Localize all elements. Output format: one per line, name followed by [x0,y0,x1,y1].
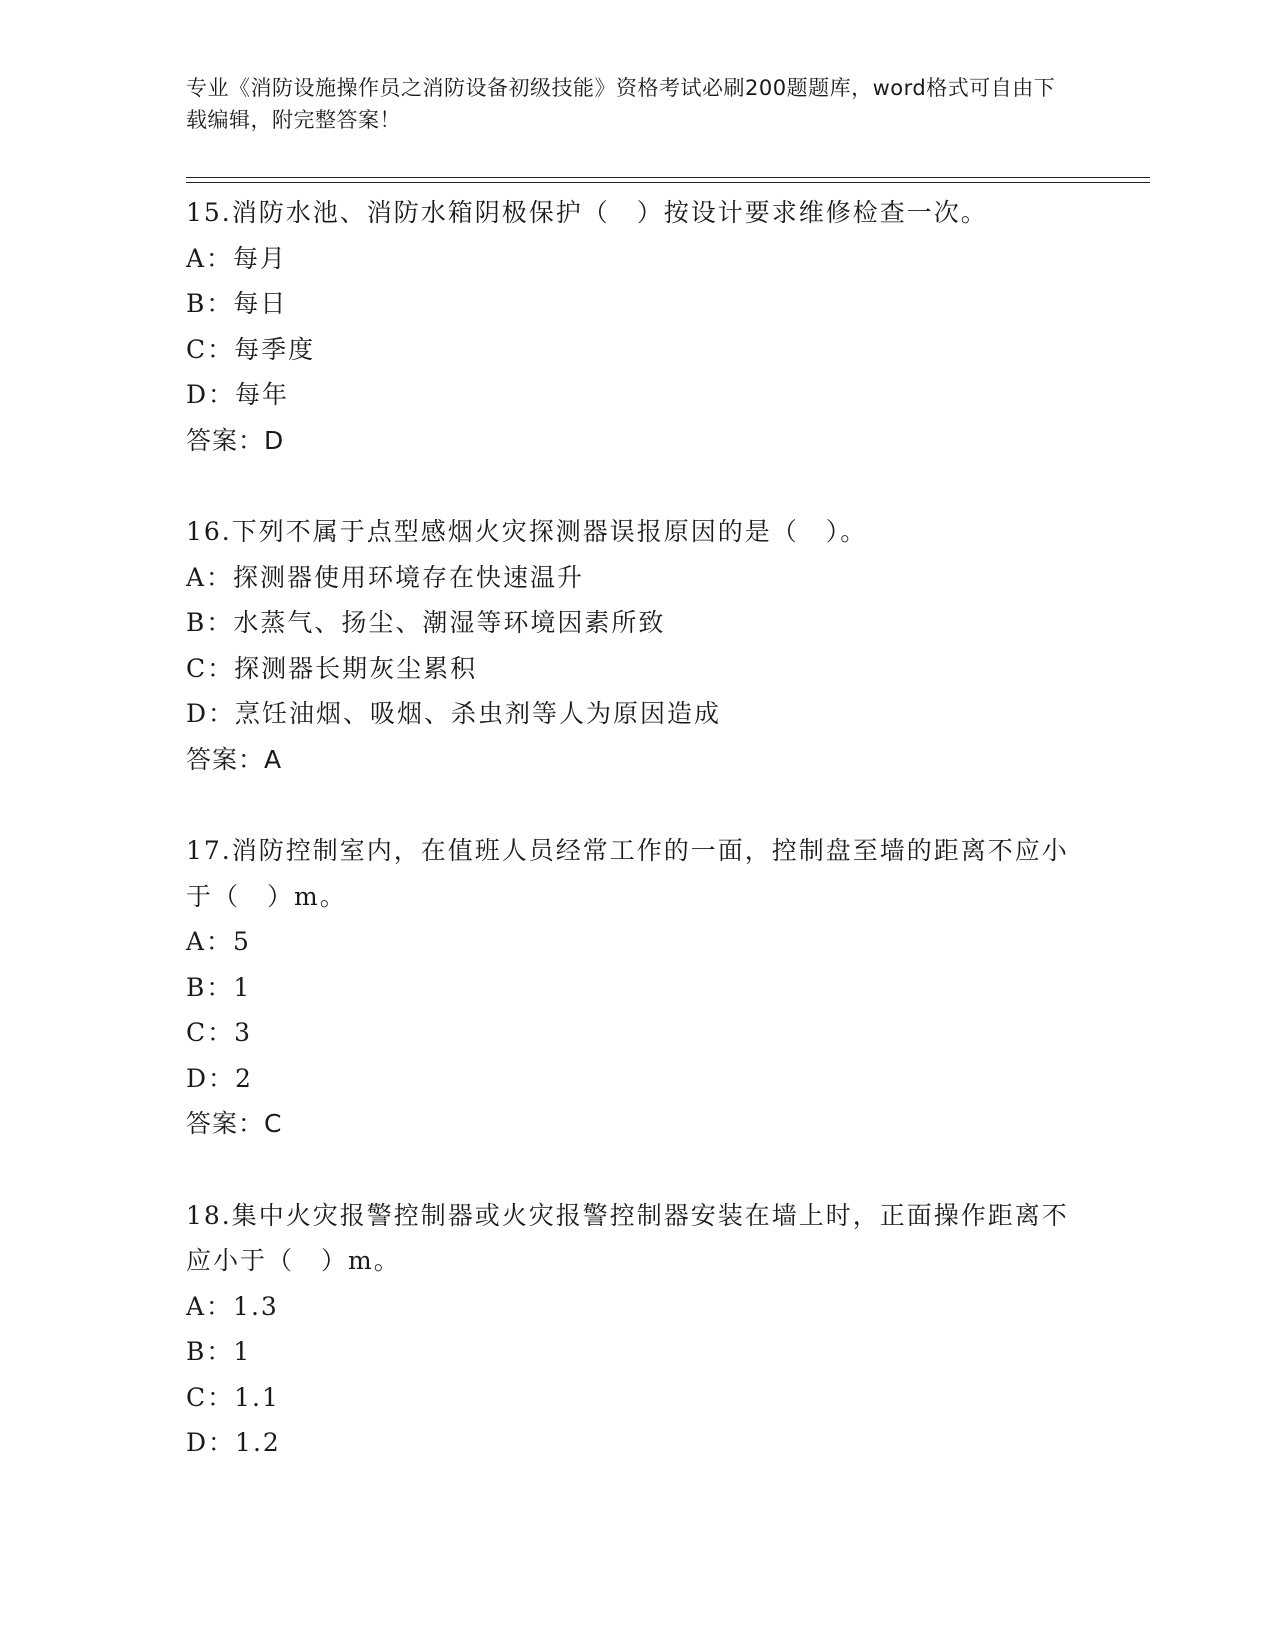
option-a: A：每月 [186,243,288,273]
answer-line: 答案：D [186,425,285,455]
option-a: A：5 [186,927,251,956]
question-17 [186,828,1086,1147]
option-b: B：1 [186,972,252,1002]
answer-line: 答案：A [186,744,283,774]
question-stem: 16.下列不属于点型感烟火灾探测器误报原因的是（ ）。 [186,517,868,546]
question-15 [186,190,1086,463]
question-16 [186,509,1086,782]
header-divider-top [186,177,1150,178]
option-d: D：每年 [186,380,290,409]
option-c: C：探测器长期灰尘累积 [186,653,478,683]
question-list [186,190,1086,1512]
question-18 [186,1193,1086,1466]
option-a: A：1.3 [186,1291,279,1321]
option-d: D：1.2 [186,1428,281,1457]
question-stem: 15.消防水池、消防水箱阴极保护（ ）按设计要求维修检查一次。 [186,198,988,227]
document-header: 专业《消防设施操作员之消防设备初级技能》资格考试必刷200题题库，word格式可自由下载编辑，附完整答案！ [186,76,1056,132]
option-c: C：1.1 [186,1382,280,1412]
option-d: D：2 [186,1063,253,1093]
option-c: C：每季度 [186,334,316,364]
option-a: A：探测器使用环境存在快速温升 [186,562,585,592]
option-c: C：3 [186,1018,253,1047]
header-divider-bottom [186,182,1150,183]
option-b: B：1 [186,1337,252,1366]
option-b: B：水蒸气、扬尘、潮湿等环境因素所致 [186,608,666,637]
option-d: D：烹饪油烟、吸烟、杀虫剂等人为原因造成 [186,699,722,728]
question-stem: 18.集中火灾报警控制器或火灾报警控制器安装在墙上时，正面操作距离不应小于（ ）m。 [186,1200,1069,1275]
option-b: B：每日 [186,289,288,318]
question-stem: 17.消防控制室内，在值班人员经常工作的一面，控制盘至墙的距离不应小于（ ）m。 [186,836,1069,911]
answer-line: 答案：C [186,1109,283,1138]
